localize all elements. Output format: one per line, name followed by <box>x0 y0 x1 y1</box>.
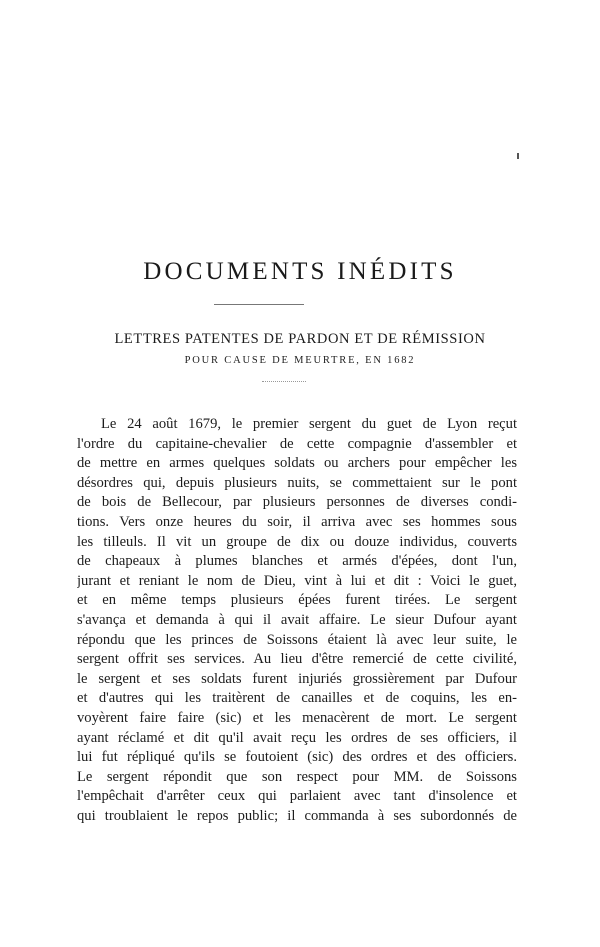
body-line: de mettre en armes quelques soldats ou archers pour empêcher les <box>77 455 517 472</box>
body-line: le sergent et ses soldats furent injuriés grossièrement par Dufour <box>77 670 517 687</box>
body-line: et d'autres qui les traitèrent de canailles et de coquins, les en- <box>77 690 517 707</box>
body-line: ayant réclamé et dit qu'il avait reçu les ordres de ses officiers, il <box>77 729 517 746</box>
document-title: DOCUMENTS INÉDITS <box>143 258 457 285</box>
body-line: sergent offrit ses services. Au lieu d'être remercié de cette civilité, <box>77 651 517 668</box>
body-line: voyèrent faire faire (sic) et les menacèrent de mort. Le sergent <box>77 709 517 726</box>
title-rule <box>214 304 304 305</box>
body-line: de bois de Bellecour, par plusieurs personnes de diverses condi- <box>77 494 517 511</box>
body-line: Le 24 août 1679, le premier sergent du guet de Lyon reçut <box>101 416 517 432</box>
section-title: LETTRES PATENTES DE PARDON ET DE RÉMISSION <box>114 331 486 347</box>
body-line: Le sergent répondit que son respect pour MM. de Soissons <box>77 768 517 785</box>
subtitle-rule <box>262 381 306 382</box>
stray-ink-mark <box>517 153 519 159</box>
section-subtitle: POUR CAUSE DE MEURTRE, EN 1682 <box>184 355 416 366</box>
body-line: tions. Vers onze heures du soir, il arriva avec ses hommes sous <box>77 513 517 530</box>
body-line: de chapeaux à plumes blanches et armés d'épées, dont l'un, <box>77 553 517 570</box>
body-line: s'avança et demanda à qui il avait affaire. Le sieur Dufour ayant <box>77 611 517 628</box>
body-line: qui troublaient le repos public; il commanda à ses subordonnés de <box>77 807 517 824</box>
body-line: lui fut répliqué qu'ils se foutoient (sic) des ordres et des officiers. <box>77 749 517 766</box>
body-line: et en même temps plusieurs épées furent tirées. Le sergent <box>77 592 517 609</box>
body-line: désordres qui, depuis plusieurs nuits, se commettaient sur le pont <box>77 474 517 491</box>
body-line: répondu que les princes de Soissons étaient là avec leur suite, le <box>77 631 517 648</box>
body-line: l'empêchait d'arrêter ceux qui parlaient avec tant d'insolence et <box>77 788 517 805</box>
body-text <box>77 415 517 826</box>
body-line: jurant et reniant le nom de Dieu, vint à lui et dit : Voici le guet, <box>77 572 517 589</box>
body-line: l'ordre du capitaine-chevalier de cette compagnie d'assembler et <box>77 435 517 452</box>
body-line: les tilleuls. Il vit un groupe de dix ou douze individus, couverts <box>77 533 517 550</box>
